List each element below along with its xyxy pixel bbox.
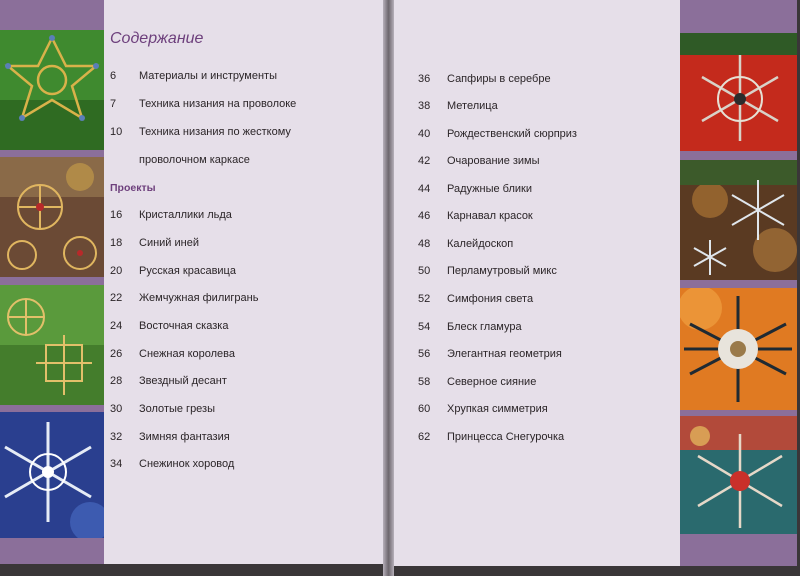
toc-entry[interactable] xyxy=(110,375,227,387)
toc-entry[interactable] xyxy=(418,238,513,250)
toc-entry-title: Техника низания по жесткому xyxy=(139,126,291,138)
photo-orange-star-ornament xyxy=(680,288,797,410)
toc-entry-title: Восточная сказка xyxy=(139,320,229,332)
toc-entry-title: Синий иней xyxy=(139,237,199,249)
toc-entry[interactable] xyxy=(110,98,296,110)
toc-entry-title: Снежная королева xyxy=(139,348,235,360)
toc-page-number: 26 xyxy=(110,348,123,360)
toc-page-number: 7 xyxy=(110,98,117,110)
toc-entry-title: Элегантная геометрия xyxy=(447,348,562,360)
toc-entry[interactable] xyxy=(418,376,536,388)
toc-page-number: 36 xyxy=(418,73,431,85)
toc-entry-title: Перламутровый микс xyxy=(447,265,557,277)
toc-entry[interactable] xyxy=(418,155,540,167)
toc-entry[interactable] xyxy=(418,265,557,277)
toc-entry-title: Рождественский сюрприз xyxy=(447,128,577,140)
toc-page-number: 46 xyxy=(418,210,431,222)
toc-entry[interactable] xyxy=(418,100,498,112)
toc-page-number: 22 xyxy=(110,292,123,304)
toc-entry[interactable] xyxy=(110,458,234,470)
toc-entry[interactable] xyxy=(110,320,228,332)
toc-entry-title: Метелица xyxy=(447,100,498,112)
toc-entry[interactable] xyxy=(418,210,533,222)
toc-entry[interactable] xyxy=(110,403,215,415)
toc-entry[interactable] xyxy=(418,431,564,443)
toc-entry-title: Золотые грезы xyxy=(139,403,216,415)
toc-entry-title: Жемчужная филигрань xyxy=(139,292,259,304)
toc-page-number: 48 xyxy=(418,238,431,250)
toc-entry[interactable] xyxy=(418,128,577,140)
toc-entry-title: Зимняя фантазия xyxy=(139,431,230,443)
toc-entry-title: Принцесса Снегурочка xyxy=(447,431,565,443)
toc-page-number: 16 xyxy=(110,209,123,221)
toc-entry-title: Техника низания на проволоке xyxy=(139,98,297,110)
toc-page-number: 6 xyxy=(110,70,117,82)
toc-entry-title: Очарование зимы xyxy=(447,155,540,167)
toc-entry[interactable] xyxy=(418,183,532,195)
toc-page-number: 42 xyxy=(418,155,431,167)
photo-red-gold-ornaments xyxy=(0,157,104,277)
toc-page-number: 50 xyxy=(418,265,431,277)
toc-entry-title: Радужные блики xyxy=(447,183,532,195)
photo-silver-snowflake-blue xyxy=(0,412,104,538)
toc-page-number: 18 xyxy=(110,237,123,249)
toc-entry[interactable] xyxy=(418,348,562,360)
toc-page-number: 30 xyxy=(110,403,123,415)
toc-entry[interactable] xyxy=(110,292,258,304)
toc-page-number: 54 xyxy=(418,321,431,333)
toc-page-number: 32 xyxy=(110,431,123,443)
toc-entry-title: Сапфиры в серебре xyxy=(447,73,551,85)
toc-entry[interactable] xyxy=(418,293,533,305)
toc-page-number: 20 xyxy=(110,265,123,277)
toc-page-number: 56 xyxy=(418,348,431,360)
toc-entry[interactable] xyxy=(110,209,232,221)
toc-page-number: 28 xyxy=(110,375,123,387)
toc-entry-title: Кристаллики льда xyxy=(139,209,232,221)
toc-page-number: 52 xyxy=(418,293,431,305)
toc-page-number: 34 xyxy=(110,458,123,470)
toc-page-number: 44 xyxy=(418,183,431,195)
photo-red-snowflake xyxy=(680,33,797,151)
toc-entry-title: Симфония света xyxy=(447,293,534,305)
toc-entry[interactable] xyxy=(418,321,522,333)
toc-entry[interactable] xyxy=(110,431,230,443)
book-gutter xyxy=(383,0,394,576)
toc-entry[interactable] xyxy=(110,237,199,249)
photo-gold-star-ornament xyxy=(0,30,104,150)
toc-entry-title: Русская красавица xyxy=(139,265,236,277)
photo-teal-snowflake xyxy=(680,416,797,534)
toc-entry-title: Карнавал красок xyxy=(447,210,533,222)
toc-entry[interactable] xyxy=(110,126,291,138)
toc-entry[interactable] xyxy=(110,70,277,82)
toc-page-number: 60 xyxy=(418,403,431,415)
toc-page-number: 62 xyxy=(418,431,431,443)
toc-entry[interactable] xyxy=(418,403,548,415)
toc-page-number: 58 xyxy=(418,376,431,388)
toc-entry[interactable] xyxy=(110,348,235,360)
toc-page-number: 40 xyxy=(418,128,431,140)
toc-entry-title: Звездный десант xyxy=(139,375,227,387)
toc-entry-title: Блеск гламура xyxy=(447,321,522,333)
toc-entry[interactable] xyxy=(418,73,551,85)
toc-entry-title: Хрупкая симметрия xyxy=(447,403,548,415)
toc-entry[interactable] xyxy=(110,265,236,277)
toc-entry-title: Материалы и инструменты xyxy=(139,70,277,82)
photo-gold-squares-ornaments xyxy=(0,285,104,405)
toc-page-number: 38 xyxy=(418,100,431,112)
page-title: Содержание xyxy=(110,30,204,47)
toc-entry-continuation: проволочном каркасе xyxy=(139,154,250,166)
toc-entry-title: Калейдоскоп xyxy=(447,238,514,250)
section-heading-projects: Проекты xyxy=(110,182,156,194)
photo-warm-lights-snowflake xyxy=(680,160,797,280)
toc-entry-title: Снежинок хоровод xyxy=(139,458,235,470)
toc-page-number: 10 xyxy=(110,126,123,138)
toc-page-number: 24 xyxy=(110,320,123,332)
toc-entry-title: Северное сияние xyxy=(447,376,537,388)
